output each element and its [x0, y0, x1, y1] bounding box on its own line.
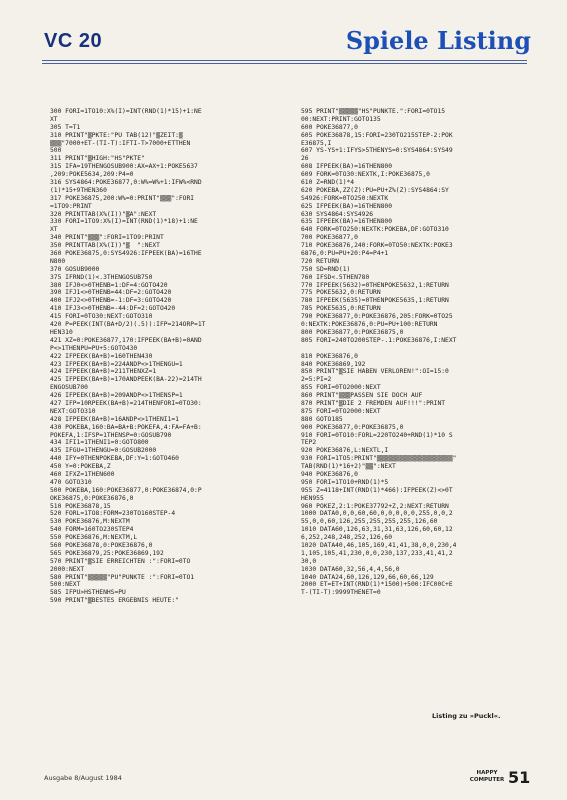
code-line: 608 IFPEEK(BA)=16THEN800 [301, 163, 392, 171]
code-line: 570 PRINT"▒SIE ERREICHTEN :":FORI=0TO [50, 557, 191, 565]
code-line: ,209:POKE5634,209:P4=0 [50, 171, 134, 179]
code-line: 1020 DATA40,46,105,169,41,41,38,0,0,230,4 [301, 541, 457, 549]
code-line: 422 IFPEEK(BA+B)=160THEN430 [50, 352, 153, 360]
category-title: Spiele Listing [345, 26, 531, 55]
code-line: 700 POKE36877,0 [301, 234, 358, 242]
code-line: 350 PRINTTAB(X%(I))"▒ ":NEXT [50, 242, 160, 250]
code-line: 315 IFA=19THENGOSUB900:AX=AX+1:POKE5637 [50, 163, 198, 171]
page-header [0, 0, 567, 70]
code-line: 870 PRINT"▒DIE 2 FREMDEN AUF!!!":PRINT [301, 399, 446, 407]
code-line: 1,105,105,41,230,0,0,230,137,233,41,41,2 [301, 549, 453, 557]
code-line: 470 GOTO310 [50, 478, 92, 486]
code-line: 800 POKE36877,0:POKE36875,0 [301, 328, 404, 336]
code-line: 1000 DATA0,0,0,60,60,0,0,0,0,0,255,0,0,2 [301, 510, 453, 518]
code-line: 530 POKE36876,M:NEXTM [50, 518, 130, 526]
code-line: ▒▒▒"7000+ET-(TI-T):IFTI-T>7000+ETTHEN [50, 139, 191, 147]
code-line: 2000:NEXT [50, 565, 85, 573]
code-line: OKE36875,0:POKE36876,0 [50, 494, 134, 502]
code-line: 630 SYS4864:SYS4926 [301, 210, 374, 218]
code-line: 607 YS-YS+1:IFYS>5THENYS=0:SYS4864:SYS49 [301, 147, 453, 155]
code-line: 850 PRINT"▒SIE HABEN VERLOREN!":OI=15:0 [301, 368, 449, 376]
code-line: 6,252,248,248,252,126,60 [301, 534, 392, 542]
code-line: 390 IFJ1<>0THENB=44:DF=2:GOTO420 [50, 289, 172, 297]
code-line: T-(TI-T):9999THENET=0 [301, 589, 381, 597]
code-line: 940 POKE36876,0 [301, 470, 358, 478]
code-line: 580 PRINT"▒▒▒▒▒"PU"PUNKTE :":FORI=0TO1 [50, 573, 195, 581]
page-footer [0, 760, 567, 800]
code-line: 450 Y=0:POKEBA,Z [50, 463, 111, 471]
code-line: 1040 DATA24,60,126,129,66,60,66,129 [301, 573, 434, 581]
listing-column-left [50, 108, 280, 605]
code-line: 310 PRINT"▒PKTE:"PU TAB(12)"▒ZEIT:▒ [50, 131, 183, 139]
code-line: 550 POKE36876,M:NEXTM,L [50, 534, 138, 542]
code-line: 317 POKE36875,200:W%=0:PRINT"▒▒▒":FORI [50, 194, 195, 202]
code-line: POKEFA,1:IFSP=1THENSP=0:GOSUB790 [50, 431, 172, 439]
code-line: 840 POKE36869,192 [301, 360, 366, 368]
code-line: 340 PRINT"▒▒▒":FORI=1TO9:PRINT [50, 234, 164, 242]
code-line: 26 [301, 155, 309, 163]
code-line: 805 FORI=240TO200STEP-.1:POKE36876,I:NEXT [301, 336, 457, 344]
code-line: E36875,I [301, 139, 332, 147]
code-line: 605 POKE36878,15:FORI=230TO215STEP-2:POK [301, 131, 453, 139]
code-line: XT [50, 115, 58, 123]
code-line: 900 POKE36877,0:POKE36875,0 [301, 423, 404, 431]
code-line: 635 IFPEEK(BA)=16THEN800 [301, 218, 392, 226]
code-line: 609 FORK=0TO30:NEXTK,I:POKE36875,0 [301, 171, 430, 179]
code-line: 610 Z=RND(1)*4 [301, 179, 355, 187]
code-line: 500:NEXT [50, 581, 81, 589]
code-line: 565 POKE36879,25:POKE36869,192 [50, 549, 164, 557]
code-line: XT [50, 226, 58, 234]
code-line: 425 IFPEEK(BA+B)=170ANDPEEK(BA-22)=214TH [50, 376, 202, 384]
listing-credit: Listing zu »Puckl«. [432, 712, 501, 720]
code-line: 500 POKEBA,160:POKE36877,0:POKE36874,0:P [50, 486, 202, 494]
code-line: P<>1THENPU=PU+5:GOTO430 [50, 344, 138, 352]
code-line: 423 IFPEEK(BA+B)=224ANDP<>1THENGU=1 [50, 360, 183, 368]
code-line: 520 FORL=1TO8:FORM=230TO160STEP-4 [50, 510, 176, 518]
code-line: 1010 DATA60,126,63,31,31,63,126,60,60,12 [301, 526, 453, 534]
code-line: 440 IFY=0THENPOKEBA,DF:Y=1:GOTO460 [50, 455, 179, 463]
code-line: 2000 ET=ET+INT(RND(1)*1500)+500:IFC00C+E [301, 581, 453, 589]
code-line: 770 IFPEEK(5632)=0THENPOKE5632,1:RETURN [301, 281, 449, 289]
code-line: 30,0 [301, 557, 317, 565]
code-line: 415 FORI=0TO30:NEXT:GOTO310 [50, 313, 153, 321]
issue-label: Ausgabe 8/August 1984 [44, 774, 122, 782]
code-line: 585 IFPU>HSTHENHS=PU [50, 589, 126, 597]
code-line: HEN310 [50, 328, 73, 336]
code-line: 311 PRINT"▒HIGH:"HS"PKTE" [50, 155, 145, 163]
code-line: 320 PRINTTAB(X%(I))"▒A":NEXT [50, 210, 157, 218]
code-line: 427 IFP=10RPEEK(BA+B)=214THENFORI=0TO30: [50, 399, 202, 407]
code-line: 380 IFJ0<>0THENB=1:DF=4:GOTO420 [50, 281, 168, 289]
code-line: 420 P=PEEK(INT(BA+D/2)(.5)):IFP=214ORP=1T [50, 321, 206, 329]
code-line: 460 IFXZ=1THEN600 [50, 470, 115, 478]
code-line: 930 FORI=1TO5:PRINT"▒▒▒▒▒▒▒▒▒▒▒▒▒▒▒▒▒▒▒▒" [301, 455, 457, 463]
code-line: 810 POKE36876,0 [301, 352, 358, 360]
code-line: 424 IFPEEK(BA+B)=211THENXZ=1 [50, 368, 157, 376]
code-line: 775 POKE5632,0:RETURN [301, 289, 381, 297]
magazine-logo: HAPPY COMPUTER [469, 770, 505, 783]
code-line: 300 FORI=1TO10:X%(I)=INT(RND(1)*15)+1:NE [50, 108, 202, 115]
code-line: 430 POKEBA,160:BA=BA+B:POKEFA,4:FA=FA+B: [50, 423, 202, 431]
code-line: 595 PRINT"▒▒▒▒▒"HS"PUNKTE.":FORI=0TO15 [301, 108, 446, 115]
code-line: 560 POKE36878,0:POKE36876,0 [50, 541, 153, 549]
code-line: 640 FORK=0TO250:NEXTK:POKEBA,DF:GOTO310 [301, 226, 449, 234]
code-line: 2=5:PI=2 [301, 376, 332, 384]
code-line: 590 PRINT"▒BESTES ERGEBNIS HEUTE:" [50, 597, 179, 605]
code-line: 750 SD=RND(1) [301, 265, 351, 273]
header-rule [42, 60, 527, 61]
code-line: 875 FORI=0TO2000:NEXT [301, 407, 381, 415]
code-line: TAB(RND(1)*16+2)"▒▒":NEXT [301, 463, 396, 471]
code-line: 880 GOTO185 [301, 415, 343, 423]
code-line: 426 IFPEEK(BA+B)=209ANDP<>1THENSP=1 [50, 392, 183, 400]
listing-column-right [301, 108, 531, 597]
code-line: 855 FORI=0TO2000:NEXT [301, 384, 381, 392]
code-line: 330 FORI=1TO9:X%(I)=INT(RND(1)*18)+1:NE [50, 218, 198, 226]
code-line: 316 SYS4864:POKE36877,0:W%=W%+1:IFW%<RND [50, 179, 202, 187]
code-line: 540 FORM=160TO230STEP4 [50, 526, 134, 534]
section-title: VC 20 [44, 30, 103, 52]
code-line: 1030 DATA60,32,56,4,4,56,0 [301, 565, 400, 573]
code-line: 710 POKE36876,240:FORK=0TO50:NEXTK:POKE3 [301, 242, 453, 250]
code-line: (1)*15+9THEN360 [50, 186, 107, 194]
code-line: 370 GOSUB9000 [50, 265, 100, 273]
code-line: 305 T=T1 [50, 123, 81, 131]
code-line: 428 IFPEEK(BA+B)=16ANDP<>1THENI1=1 [50, 415, 179, 423]
code-line: HEN955 [301, 494, 324, 502]
code-line: 950 FORI=1TO10+RND(1)*5 [301, 478, 389, 486]
code-line: N800 [50, 257, 66, 265]
code-line: 720 RETURN [301, 257, 339, 265]
code-line: 625 IFPEEK(BA)=16THEN800 [301, 202, 392, 210]
code-line: 510 POKE36878,15 [50, 502, 111, 510]
code-line: 780 IFPEEK(5635)=0THENPOKE5635,1:RETURN [301, 297, 449, 305]
code-line: =1TO9:PRINT [50, 202, 92, 210]
code-line: 500 [50, 147, 62, 155]
code-line: 360 POKE36875,0:SYS4926:IFPEEK(BA)=16THE [50, 250, 202, 258]
code-line: 760 IFSD<.5THEN780 [301, 273, 370, 281]
header-rule [42, 63, 527, 64]
code-line: TEP2 [301, 439, 317, 447]
code-line: 620 POKEBA,ZZ(Z):PU=PU+Z%(Z):SYS4864:SY [301, 186, 449, 194]
code-line: 421 XZ=0:POKE36877,170:IFPEEK(BA+B)=0AND [50, 336, 202, 344]
code-line: S4926:FORK=0TO250:NEXTK [301, 194, 389, 202]
code-line: 920 POKE36876,L:NEXTL,I [301, 447, 389, 455]
code-line: 790 POKE36877,0:POKE36876,205:FORK=0TO25 [301, 313, 453, 321]
code-line: 0:NEXTK:POKE36876,0:PU=PU+100:RETURN [301, 321, 438, 329]
code-line: NEXT:GOTO310 [50, 407, 96, 415]
code-line: 785 POKE5635,0:RETURN [301, 305, 381, 313]
code-line: 860 PRINT"▒▒▒PASSEN SIE DOCH AUF [301, 392, 423, 400]
code-line: 955 Z=4118+INT(RND(1)*466):IFPEEK(Z)<>0T [301, 486, 453, 494]
code-line: 55,0,0,60,126,255,255,255,255,126,60 [301, 518, 438, 526]
code-line: 00:NEXT:PRINT:GOTO135 [301, 115, 381, 123]
code-line: 400 IFJ2<>0THENB=-1:DF=3:GOTO420 [50, 297, 172, 305]
page-number: 51 [508, 768, 531, 787]
code-line: 6876,0:PU=PU+20:P4=P4+1 [301, 250, 389, 258]
code-line: 910 FORI=0TO10:FORL=220TO240+RND(1)*10 S [301, 431, 453, 439]
code-line: 375 IFRND(1)<.3THENGOSUB750 [50, 273, 153, 281]
code-line [301, 345, 531, 353]
code-line: 434 IFI1=1THENI1=0:GOTO800 [50, 439, 149, 447]
code-line: ENGOSUB700 [50, 384, 88, 392]
code-line: 600 POKE36877,0 [301, 123, 358, 131]
code-line: 410 IFJ3<>0THENB=-44:DF=2:GOTO420 [50, 305, 176, 313]
code-line: 435 IFGU=1THENGU=0:GOSUB2000 [50, 447, 157, 455]
code-line: 960 POKEZ,2:1:POKE37792+Z,2:NEXT:RETURN [301, 502, 449, 510]
